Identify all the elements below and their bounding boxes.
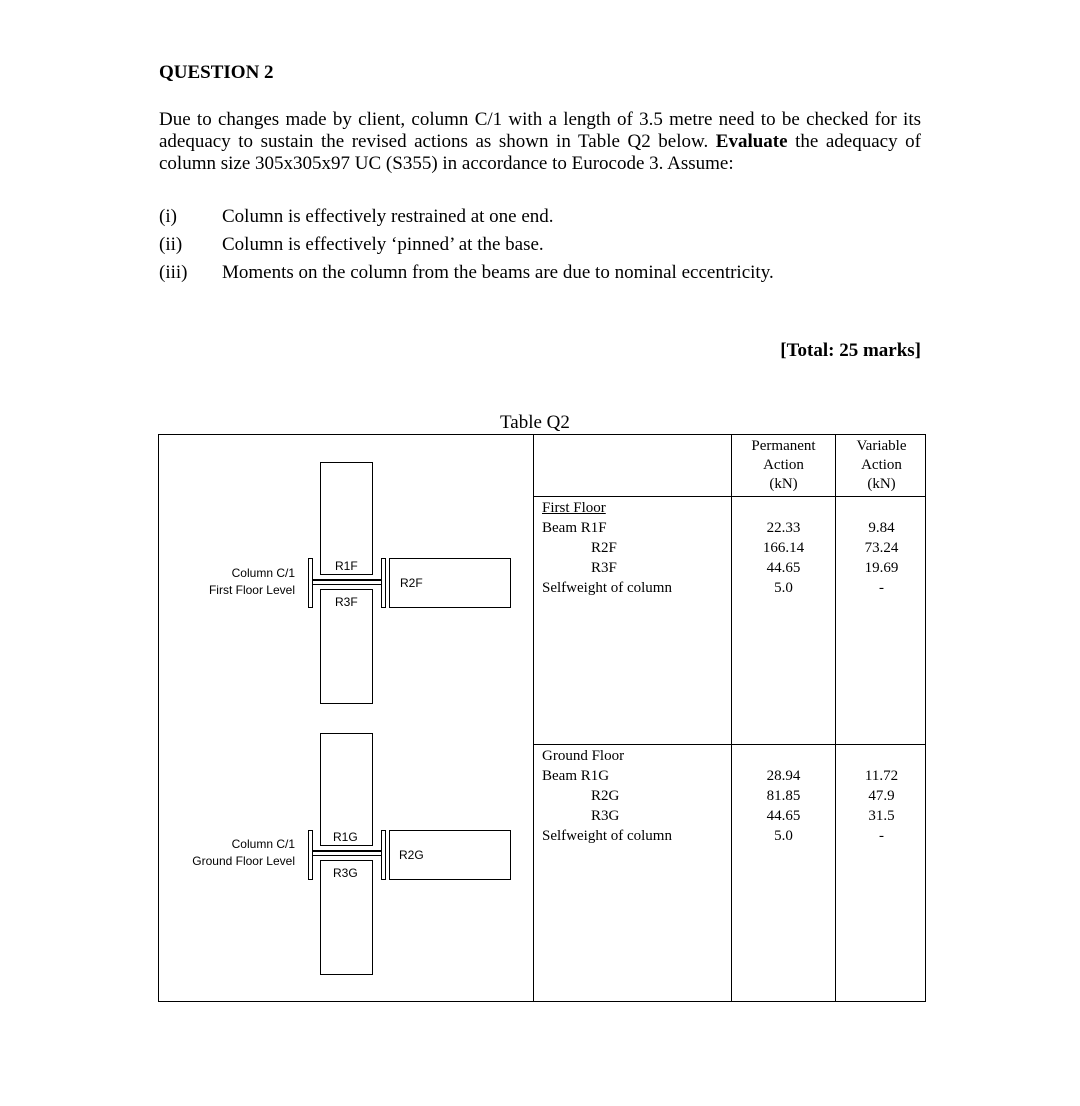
column-web [313, 855, 381, 856]
variable-value: 73.24 [864, 540, 899, 556]
column-flange [381, 830, 386, 880]
column-web [313, 584, 381, 585]
permanent-value: 28.94 [766, 768, 801, 784]
divider [533, 435, 534, 1001]
row-label: Beam R1F [542, 520, 607, 536]
ground-floor-column-label: Column C/1 Ground Floor Level [192, 837, 295, 868]
column-web [313, 850, 381, 852]
label-r1f: R1F [335, 559, 358, 573]
variable-value: - [879, 828, 884, 844]
variable-value: 31.5 [868, 808, 895, 824]
question-intro: Due to changes made by client, column C/1 with a length of 3.5 metre need to be checked for its adequacy to sustain the revised actions as shown in Table Q2 below. Evaluate the adequacy of column size 305x305x97 UC (S355) in accordance to Eurocode 3. Assume: [159, 109, 921, 174]
permanent-value: 5.0 [774, 828, 793, 844]
variable-value: 47.9 [868, 788, 895, 804]
permanent-value: 44.65 [766, 560, 801, 576]
variable-value: 9.84 [868, 520, 895, 536]
permanent-value: 81.85 [766, 788, 801, 804]
first-floor-column-label: Column C/1 First Floor Level [208, 566, 295, 597]
label-r3g: R3G [333, 866, 358, 880]
permanent-value: 166.14 [762, 540, 805, 556]
permanent-value: 22.33 [766, 520, 801, 536]
question-title: QUESTION 2 [159, 62, 274, 83]
column-web [313, 579, 381, 581]
row-label: Beam R1G [542, 768, 610, 784]
column-flange [308, 558, 313, 608]
row-label: Selfweight of column [542, 580, 672, 596]
row-label: R3G [591, 808, 620, 824]
row-label: R2G [591, 788, 620, 804]
variable-value: 11.72 [864, 768, 899, 784]
label-r2g: R2G [399, 848, 424, 862]
total-marks: [Total: 25 marks] [780, 340, 921, 361]
row-label: R2F [591, 540, 617, 556]
table-caption: Table Q2 [500, 412, 570, 433]
permanent-value: 5.0 [774, 580, 793, 596]
table-q2 [158, 434, 926, 1002]
header-variable: Variable Action (kN) [856, 438, 907, 492]
ground-floor-heading: Ground Floor [542, 748, 625, 764]
label-r2f: R2F [400, 576, 423, 590]
label-r3f: R3F [335, 595, 358, 609]
variable-value: 19.69 [864, 560, 899, 576]
label-r1g: R1G [333, 830, 358, 844]
divider [533, 744, 925, 745]
first-floor-heading: First Floor [542, 500, 606, 516]
permanent-value: 44.65 [766, 808, 801, 824]
variable-value: - [879, 580, 884, 596]
column-flange [381, 558, 386, 608]
row-label: Selfweight of column [542, 828, 672, 844]
header-permanent: Permanent Action (kN) [751, 438, 816, 492]
row-label: R3F [591, 560, 617, 576]
divider [533, 496, 925, 497]
